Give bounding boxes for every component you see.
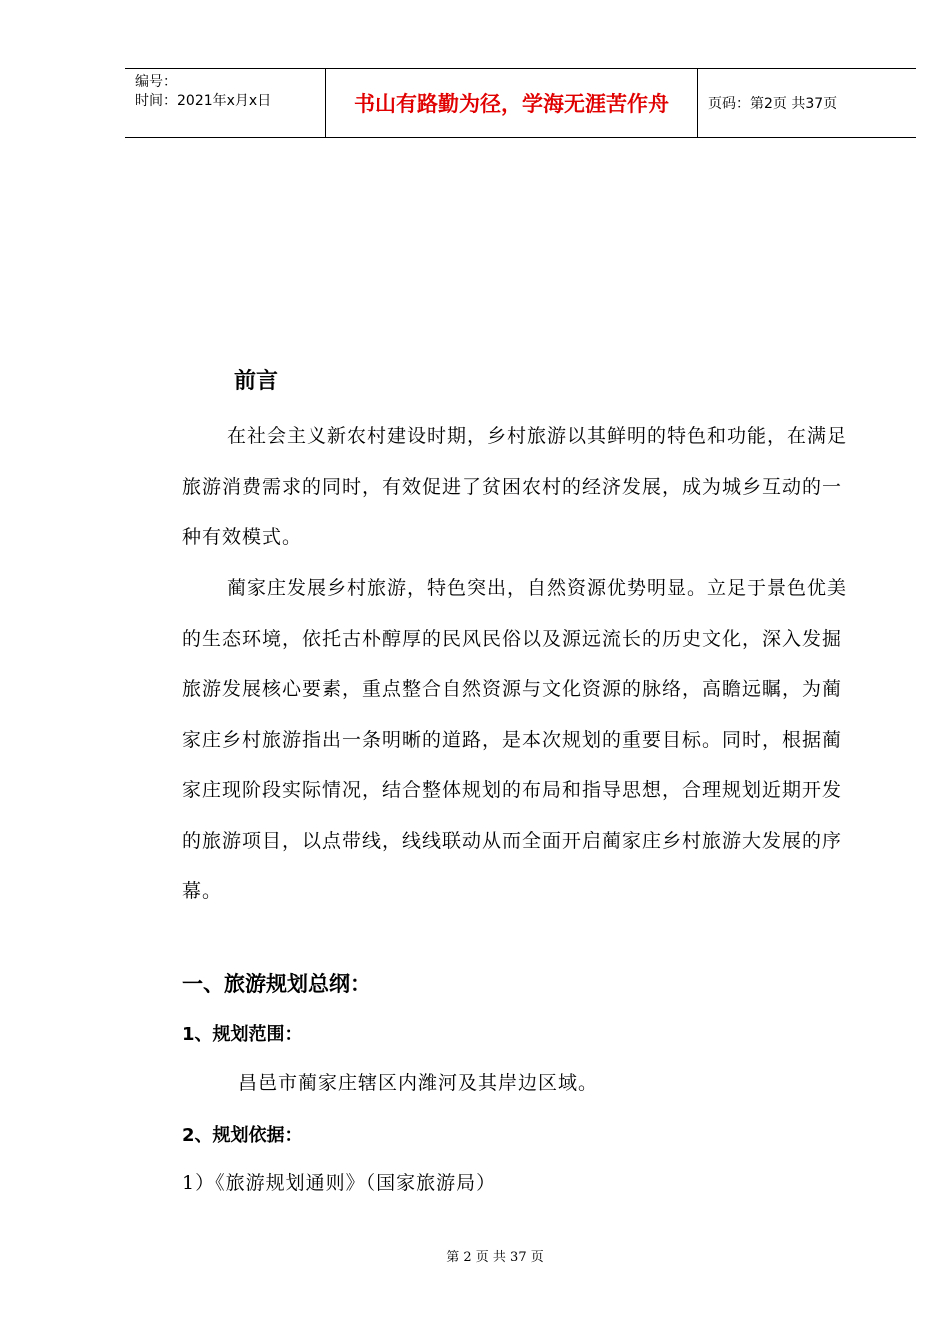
preface-paragraph-2: 蔺家庄发展乡村旅游，特色突出，自然资源优势明显。立足于景色优美的生态环境，依托古朴醇厚的民风民俗以及源远流长的历史文化，深入发掘旅游发展核心要素，重点整合自然资源与文化资源的脉络，高瞻远瞩，为蔺家庄乡村旅游指出一条明晰的道路，是本次规划的重要目标。同时，根据蔺家庄现阶段实际情况，结合整体规划的布局和指导思想，合理规划近期开发的旅游项目，以点带线，线线联动从而全面开启蔺家庄乡村旅游大发展的序幕。 [182,577,848,902]
document-number-label: 编号： [135,74,177,90]
basis-item-1: 1）《旅游规划通则》（国家旅游局） [182,1172,497,1194]
page-header [125,68,916,138]
section-1-title: 一、旅游规划总纲： [182,972,371,996]
header-meta [125,69,326,137]
document-time-label: 时间：2021年x月x日 [135,93,272,109]
subsection-scope-text: 昌邑市蔺家庄辖区内潍河及其岸边区域。 [238,1072,599,1094]
header-page-info: 页码：第2页 共37页 [708,96,838,112]
preface-paragraph-1: 在社会主义新农村建设时期，乡村旅游以其鲜明的特色和功能，在满足旅游消费需求的同时，有效促进了贫困农村的经济发展，成为城乡互动的一种有效模式。 [182,425,848,548]
subsection-scope-title: 1、规划范围： [182,1024,303,1045]
subsection-basis-title: 2、规划依据： [182,1125,303,1146]
page-footer: 第 2 页 共 37 页 [446,1250,544,1265]
header-motto: 书山有路勤为径，学海无涯苦作舟 [326,69,698,137]
preface-title: 前言 [234,369,279,394]
